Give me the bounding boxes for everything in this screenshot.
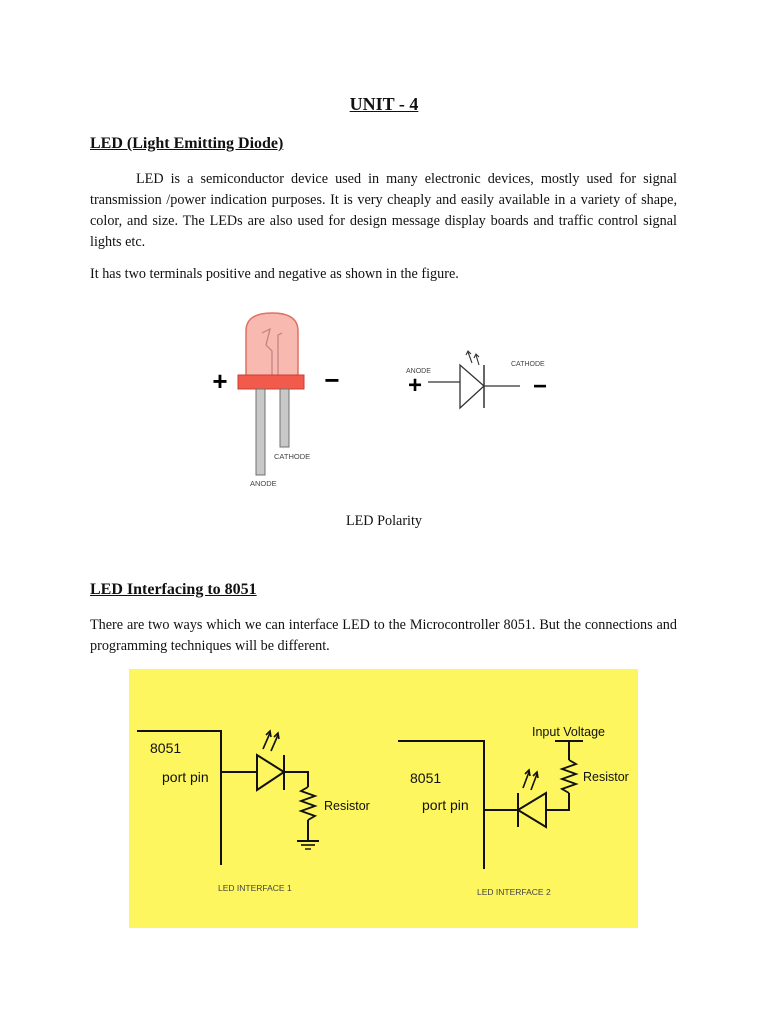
diode-triangle-2	[518, 793, 546, 827]
symbol-cathode-label: CATHODE	[511, 361, 545, 368]
mcu-label-1: 8051	[150, 740, 182, 756]
diode-out-wire-2	[546, 793, 569, 810]
light-emission-arrows-icon	[466, 351, 479, 365]
diode-out-wire-1	[284, 772, 308, 787]
interface-2-caption: LED INTERFACE 2	[477, 887, 551, 897]
interfacing-figure	[129, 669, 638, 928]
led-polarity-figure	[200, 305, 570, 495]
emission-arrows-icon-1	[263, 731, 279, 751]
port-pin-label-2: port pin	[422, 797, 469, 813]
symbol-plus-sign: +	[407, 372, 423, 399]
resistor-icon-1	[301, 787, 315, 820]
diode-triangle-1	[257, 755, 284, 790]
mcu-label-2: 8051	[410, 770, 442, 786]
figure1-caption: LED Polarity	[345, 513, 423, 529]
emission-arrows-icon-2	[523, 770, 538, 790]
resistor-label-1: Resistor	[324, 799, 370, 813]
plus-sign: +	[212, 366, 228, 396]
symbol-anode-label: ANODE	[406, 368, 431, 375]
cathode-label: CATHODE	[274, 452, 311, 461]
resistor-icon-2	[562, 760, 576, 793]
section-heading-interfacing: LED Interfacing to 8051	[90, 581, 257, 598]
led-physical-drawing	[238, 313, 304, 475]
minus-sign: −	[324, 365, 340, 395]
led-description-paragraph: LED is a semiconductor device used in many electronic devices, mostly used for signal transmission /power indication purposes. It is very cheaply and easily available in a variety of shape, color, and size. The LEDs are also used for design message display boards and traffic control signal lights etc.	[90, 171, 677, 250]
led-rim	[238, 375, 304, 389]
unit-title: UNIT - 4	[349, 94, 419, 114]
interface-1-caption: LED INTERFACE 1	[218, 883, 292, 893]
led-terminals-paragraph: It has two terminals positive and negative as shown in the figure.	[90, 266, 459, 282]
interfacing-paragraph: There are two ways which we can interface LED to the Microcontroller 8051. But the connections and programming techniques will be different.	[90, 617, 677, 654]
port-pin-label-1: port pin	[162, 769, 209, 785]
diode-triangle	[460, 365, 484, 408]
symbol-minus-sign: −	[532, 373, 548, 400]
section-heading-led: LED (Light Emitting Diode)	[90, 135, 284, 152]
led-schematic-symbol	[428, 351, 520, 408]
resistor-label-2: Resistor	[583, 770, 629, 784]
input-voltage-label: Input Voltage	[532, 725, 605, 739]
anode-label: ANODE	[250, 479, 277, 488]
anode-lead	[256, 389, 265, 475]
interfacing-circuits-svg	[129, 669, 638, 928]
cathode-lead	[280, 389, 289, 447]
